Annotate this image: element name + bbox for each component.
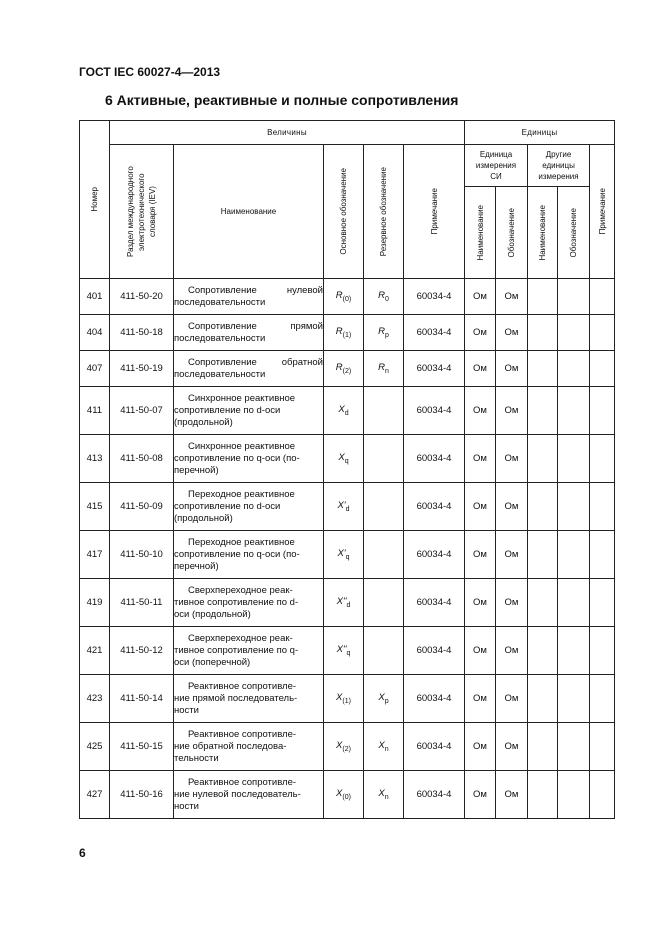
- name-line: ние обратной последова-: [174, 740, 287, 752]
- row-unit-symbol: Ом: [496, 579, 528, 627]
- row-unit-name: Ом: [465, 675, 496, 723]
- name-line: сопротивление по d-оси: [174, 500, 281, 512]
- row-note: 60034-4: [404, 675, 465, 723]
- row-main-symbol: [324, 315, 364, 351]
- symbol-base: X: [336, 740, 343, 752]
- symbol-base: X'': [336, 644, 347, 656]
- row-iev-section: 411-50-11: [110, 579, 174, 627]
- row-units-note: [590, 723, 615, 771]
- table-row: [80, 531, 615, 579]
- row-other-unit-name: [528, 675, 558, 723]
- quantities-table: [79, 120, 615, 819]
- symbol-subscript: (0): [342, 295, 352, 303]
- name-line: ности: [174, 800, 199, 812]
- row-number: 425: [80, 723, 110, 771]
- row-iev-section: 411-50-18: [110, 315, 174, 351]
- name-line: ности: [174, 704, 199, 716]
- symbol-base: X: [378, 740, 385, 752]
- row-unit-symbol: Ом: [496, 771, 528, 819]
- row-number: 404: [80, 315, 110, 351]
- row-note: 60034-4: [404, 579, 465, 627]
- header-number: Номер: [80, 121, 110, 279]
- name-line: сопротивление по q-оси (по-: [174, 548, 300, 560]
- row-number: 419: [80, 579, 110, 627]
- row-reserve-symbol: [364, 483, 404, 531]
- row-main-symbol: [324, 387, 364, 435]
- row-other-unit-symbol: [558, 279, 590, 315]
- symbol-subscript: n: [384, 793, 389, 801]
- name-line: перечной): [174, 464, 219, 476]
- row-unit-name: Ом: [465, 579, 496, 627]
- symbol-subscript: (0): [342, 793, 351, 801]
- row-units-note: [590, 387, 615, 435]
- symbol-subscript: 0: [384, 295, 389, 303]
- row-reserve-symbol: [364, 723, 404, 771]
- row-reserve-symbol: [364, 579, 404, 627]
- row-main-symbol: [324, 435, 364, 483]
- row-reserve-symbol: [364, 531, 404, 579]
- row-iev-section: 411-50-14: [110, 675, 174, 723]
- row-iev-section: 411-50-08: [110, 435, 174, 483]
- name-line: ние прямой последователь-: [174, 692, 298, 704]
- row-quantity-name: [174, 315, 324, 351]
- row-other-unit-name: [528, 771, 558, 819]
- name-line: Синхронное реактивное: [188, 440, 296, 452]
- row-other-unit-symbol: [558, 675, 590, 723]
- row-quantity-name: [174, 579, 324, 627]
- name-line: Сопротивление обратной последовательности: [174, 356, 323, 380]
- row-note: 60034-4: [404, 435, 465, 483]
- row-unit-symbol: Ом: [496, 675, 528, 723]
- table-row: [80, 579, 615, 627]
- row-reserve-symbol: [364, 771, 404, 819]
- row-units-note: [590, 483, 615, 531]
- row-unit-name: Ом: [465, 483, 496, 531]
- row-other-unit-name: [528, 387, 558, 435]
- row-iev-section: 411-50-09: [110, 483, 174, 531]
- row-main-symbol: [324, 531, 364, 579]
- name-line: оси (продольной): [174, 608, 251, 620]
- row-unit-name: Ом: [465, 435, 496, 483]
- header-other-name: Наименование: [528, 187, 558, 279]
- table-row: [80, 351, 615, 387]
- name-line: Реактивное сопротивле-: [188, 680, 297, 692]
- row-other-unit-symbol: [558, 579, 590, 627]
- table-row: [80, 315, 615, 351]
- row-reserve-symbol: [364, 351, 404, 387]
- name-line: (продольной): [174, 512, 233, 524]
- row-other-unit-name: [528, 531, 558, 579]
- row-units-note: [590, 435, 615, 483]
- table-row: [80, 675, 615, 723]
- row-quantity-name: [174, 483, 324, 531]
- header-other-units: Другие единицы измерения: [528, 145, 590, 187]
- row-note: 60034-4: [404, 531, 465, 579]
- table-row: [80, 279, 615, 315]
- row-quantity-name: [174, 627, 324, 675]
- row-unit-symbol: Ом: [496, 531, 528, 579]
- row-unit-symbol: Ом: [496, 387, 528, 435]
- row-other-unit-symbol: [558, 483, 590, 531]
- row-other-unit-name: [528, 627, 558, 675]
- table-row: [80, 387, 615, 435]
- row-other-unit-symbol: [558, 315, 590, 351]
- row-reserve-symbol: [364, 315, 404, 351]
- row-number: 417: [80, 531, 110, 579]
- row-other-unit-name: [528, 351, 558, 387]
- header-si-unit: Единица измерения СИ: [465, 145, 528, 187]
- row-number: 427: [80, 771, 110, 819]
- row-reserve-symbol: [364, 675, 404, 723]
- header-unit-symbol: Обозначение: [496, 187, 528, 279]
- section-title: 6 Активные, реактивные и полные сопротивления: [105, 92, 459, 108]
- row-note: 60034-4: [404, 387, 465, 435]
- name-line: тельности: [174, 752, 219, 764]
- name-line: Переходное реактивное: [188, 536, 295, 548]
- row-other-unit-name: [528, 315, 558, 351]
- symbol-subscript: n: [384, 745, 389, 753]
- header-quantities: Величины: [110, 121, 465, 145]
- name-line: Реактивное сопротивле-: [188, 728, 297, 740]
- header-units-note: Примечание: [590, 145, 615, 279]
- row-other-unit-symbol: [558, 387, 590, 435]
- name-line: (продольной): [174, 416, 233, 428]
- row-unit-symbol: Ом: [496, 279, 528, 315]
- row-unit-name: Ом: [465, 279, 496, 315]
- name-line: ние нулевой последователь-: [174, 788, 301, 800]
- row-unit-name: Ом: [465, 315, 496, 351]
- row-main-symbol: [324, 279, 364, 315]
- document-id: ГОСТ IEC 60027-4—2013: [79, 65, 221, 79]
- row-units-note: [590, 675, 615, 723]
- symbol-base: X'': [336, 596, 347, 608]
- symbol-subscript: (2): [342, 367, 352, 375]
- row-number: 415: [80, 483, 110, 531]
- symbol-base: X: [378, 788, 385, 800]
- name-line: Сопротивление прямой последовательности: [174, 320, 323, 344]
- row-note: 60034-4: [404, 627, 465, 675]
- symbol-subscript: (1): [342, 697, 351, 705]
- row-unit-symbol: Ом: [496, 483, 528, 531]
- name-line: тивное сопротивление по d-: [174, 596, 299, 608]
- symbol-subscript: n: [384, 367, 389, 375]
- row-unit-symbol: Ом: [496, 435, 528, 483]
- row-main-symbol: [324, 351, 364, 387]
- header-main-symbol: Основное обозначение: [324, 145, 364, 279]
- row-quantity-name: [174, 435, 324, 483]
- row-main-symbol: [324, 579, 364, 627]
- row-other-unit-symbol: [558, 435, 590, 483]
- name-line: сопротивление по d-оси: [174, 404, 281, 416]
- row-other-unit-symbol: [558, 531, 590, 579]
- row-unit-name: Ом: [465, 387, 496, 435]
- symbol-subscript: q: [345, 553, 350, 561]
- row-units-note: [590, 351, 615, 387]
- symbol-subscript: d: [344, 409, 349, 417]
- row-units-note: [590, 771, 615, 819]
- header-iev-section: Раздел международного электротехнического словаря (IEV): [110, 145, 174, 279]
- page-number: 6: [79, 846, 86, 860]
- row-reserve-symbol: [364, 387, 404, 435]
- row-number: 413: [80, 435, 110, 483]
- row-iev-section: 411-50-07: [110, 387, 174, 435]
- row-number: 423: [80, 675, 110, 723]
- row-iev-section: 411-50-16: [110, 771, 174, 819]
- row-unit-symbol: Ом: [496, 315, 528, 351]
- name-line: Сверхпереходное реак-: [188, 584, 293, 596]
- row-units-note: [590, 531, 615, 579]
- row-quantity-name: [174, 675, 324, 723]
- row-note: 60034-4: [404, 723, 465, 771]
- row-reserve-symbol: [364, 627, 404, 675]
- row-quantity-name: [174, 531, 324, 579]
- header-name: Наименование: [174, 145, 324, 279]
- row-other-unit-symbol: [558, 627, 590, 675]
- symbol-base: R: [378, 362, 385, 374]
- row-other-unit-name: [528, 279, 558, 315]
- row-unit-name: Ом: [465, 351, 496, 387]
- row-note: 60034-4: [404, 351, 465, 387]
- row-iev-section: 411-50-10: [110, 531, 174, 579]
- symbol-base: X: [338, 404, 345, 416]
- row-note: 60034-4: [404, 315, 465, 351]
- row-other-unit-symbol: [558, 723, 590, 771]
- row-quantity-name: [174, 279, 324, 315]
- row-quantity-name: [174, 351, 324, 387]
- table-row: [80, 771, 615, 819]
- row-number: 401: [80, 279, 110, 315]
- symbol-base: X: [338, 452, 345, 464]
- row-iev-section: 411-50-19: [110, 351, 174, 387]
- row-other-unit-name: [528, 579, 558, 627]
- symbol-base: X: [336, 692, 343, 704]
- symbol-base: X: [378, 692, 385, 704]
- name-line: Переходное реактивное: [188, 488, 295, 500]
- row-unit-name: Ом: [465, 723, 496, 771]
- symbol-base: R: [378, 290, 385, 302]
- row-main-symbol: [324, 723, 364, 771]
- symbol-subscript: q: [344, 457, 349, 465]
- symbol-base: R: [335, 362, 343, 374]
- name-line: Сопротивление нулевой последовательности: [174, 284, 323, 308]
- row-unit-symbol: Ом: [496, 627, 528, 675]
- symbol-subscript: d: [345, 505, 350, 513]
- name-line: оси (поперечной): [174, 656, 251, 668]
- table-row: [80, 723, 615, 771]
- row-iev-section: 411-50-15: [110, 723, 174, 771]
- symbol-subscript: q: [346, 649, 351, 657]
- header-units: Единицы: [465, 121, 615, 145]
- row-note: 60034-4: [404, 771, 465, 819]
- name-line: перечной): [174, 560, 219, 572]
- row-units-note: [590, 279, 615, 315]
- symbol-base: X: [336, 788, 343, 800]
- row-main-symbol: [324, 771, 364, 819]
- row-quantity-name: [174, 771, 324, 819]
- name-line: тивное сопротивление по q-: [174, 644, 299, 656]
- row-other-unit-symbol: [558, 351, 590, 387]
- row-note: 60034-4: [404, 279, 465, 315]
- row-reserve-symbol: [364, 279, 404, 315]
- header-note: Примечание: [404, 145, 465, 279]
- row-quantity-name: [174, 387, 324, 435]
- row-unit-name: Ом: [465, 771, 496, 819]
- header-reserve-symbol: Резервное обозначение: [364, 145, 404, 279]
- table-row: [80, 483, 615, 531]
- row-unit-name: Ом: [465, 531, 496, 579]
- row-unit-symbol: Ом: [496, 723, 528, 771]
- row-units-note: [590, 627, 615, 675]
- row-iev-section: 411-50-20: [110, 279, 174, 315]
- header-unit-name: Наименование: [465, 187, 496, 279]
- symbol-base: X': [337, 500, 346, 512]
- name-line: Сверхпереходное реак-: [188, 632, 293, 644]
- table-row: [80, 627, 615, 675]
- row-units-note: [590, 579, 615, 627]
- symbol-subscript: d: [346, 601, 351, 609]
- row-number: 411: [80, 387, 110, 435]
- row-other-unit-name: [528, 483, 558, 531]
- row-main-symbol: [324, 483, 364, 531]
- symbol-base: R: [335, 290, 343, 302]
- row-iev-section: 411-50-12: [110, 627, 174, 675]
- symbol-base: R: [378, 326, 385, 338]
- row-other-unit-name: [528, 435, 558, 483]
- row-note: 60034-4: [404, 483, 465, 531]
- row-unit-name: Ом: [465, 627, 496, 675]
- symbol-subscript: (2): [342, 745, 351, 753]
- row-quantity-name: [174, 723, 324, 771]
- name-line: Реактивное сопротивле-: [188, 776, 297, 788]
- row-number: 421: [80, 627, 110, 675]
- symbol-subscript: (1): [342, 331, 352, 339]
- row-unit-symbol: Ом: [496, 351, 528, 387]
- row-number: 407: [80, 351, 110, 387]
- row-other-unit-symbol: [558, 771, 590, 819]
- header-other-symbol: Обозначение: [558, 187, 590, 279]
- symbol-subscript: p: [384, 697, 389, 705]
- row-other-unit-name: [528, 723, 558, 771]
- row-reserve-symbol: [364, 435, 404, 483]
- symbol-base: R: [335, 326, 343, 338]
- row-units-note: [590, 315, 615, 351]
- name-line: сопротивление по q-оси (по-: [174, 452, 300, 464]
- name-line: Синхронное реактивное: [188, 392, 296, 404]
- symbol-subscript: p: [384, 331, 389, 339]
- row-main-symbol: [324, 675, 364, 723]
- symbol-base: X': [337, 548, 346, 560]
- table-row: [80, 435, 615, 483]
- row-main-symbol: [324, 627, 364, 675]
